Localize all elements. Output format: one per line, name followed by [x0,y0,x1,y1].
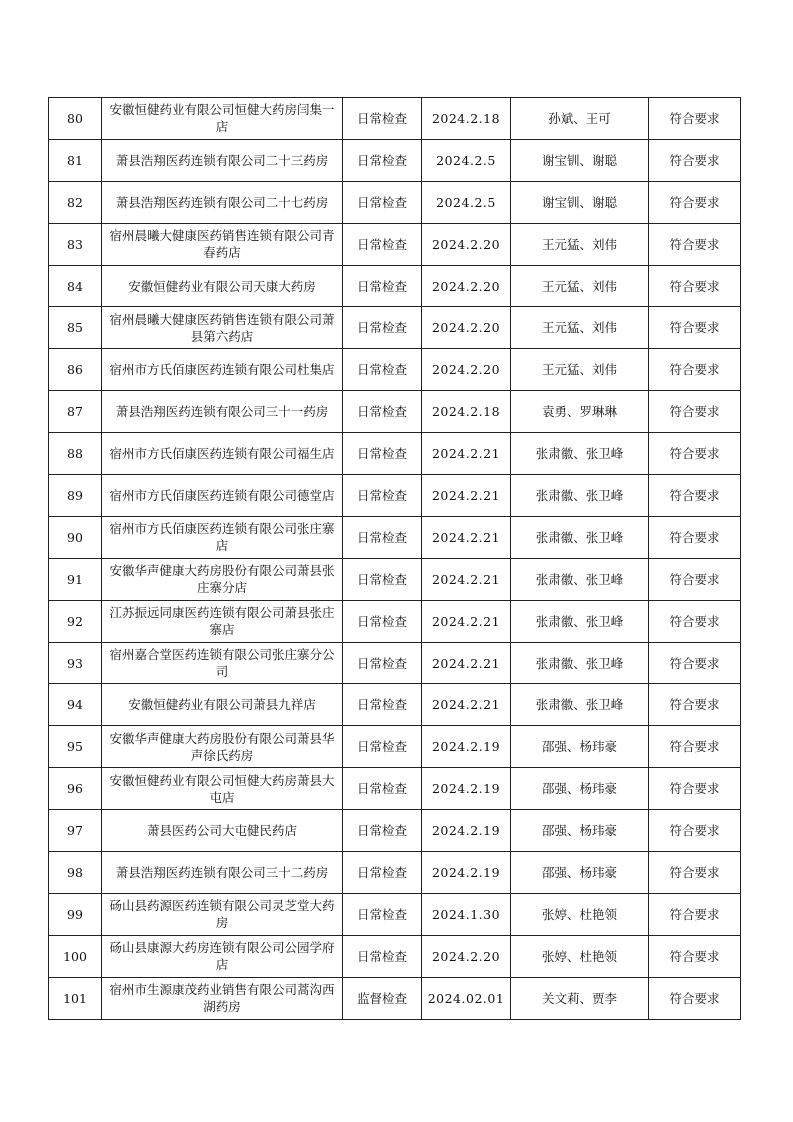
inspection-result: 符合要求 [649,893,741,935]
inspection-result: 符合要求 [649,139,741,181]
row-number: 82 [49,181,102,223]
inspection-result: 符合要求 [649,935,741,977]
inspection-result: 符合要求 [649,98,741,140]
table-row [49,684,741,726]
inspectors: 袁勇、罗琳琳 [511,391,649,433]
inspection-date: 2024.02.01 [422,977,511,1019]
inspection-result: 符合要求 [649,265,741,307]
inspection-type: 日常检查 [343,726,422,768]
table-row [49,98,741,140]
inspectors: 张肃徽、张卫峰 [511,433,649,475]
inspectors: 张肃徽、张卫峰 [511,642,649,684]
row-number: 89 [49,475,102,517]
inspectors: 张肃徽、张卫峰 [511,600,649,642]
table-row [49,768,741,810]
inspection-date: 2024.2.5 [422,181,511,223]
inspection-date: 2024.2.20 [422,223,511,265]
inspection-date: 2024.2.21 [422,433,511,475]
pharmacy-name: 宿州晨曦大健康医药销售连锁有限公司萧县第六药店 [102,307,343,349]
inspectors: 张肃徽、张卫峰 [511,558,649,600]
inspection-type: 日常检查 [343,558,422,600]
inspectors: 邵强、杨玮豪 [511,768,649,810]
inspection-type: 日常检查 [343,935,422,977]
inspectors: 谢宝钏、谢聪 [511,181,649,223]
inspectors: 关文莉、贾李 [511,977,649,1019]
row-number: 88 [49,433,102,475]
inspection-result: 符合要求 [649,349,741,391]
inspection-type: 日常检查 [343,642,422,684]
pharmacy-name: 萧县浩翔医药连锁有限公司三十一药房 [102,391,343,433]
inspection-result: 符合要求 [649,558,741,600]
inspectors: 孙斌、王可 [511,98,649,140]
inspection-date: 2024.2.18 [422,98,511,140]
inspection-result: 符合要求 [649,516,741,558]
inspection-date: 2024.2.20 [422,265,511,307]
inspection-result: 符合要求 [649,726,741,768]
inspection-type: 日常检查 [343,307,422,349]
row-number: 99 [49,893,102,935]
row-number: 91 [49,558,102,600]
inspection-date: 2024.2.5 [422,139,511,181]
table-row [49,433,741,475]
inspectors: 王元猛、刘伟 [511,223,649,265]
row-number: 92 [49,600,102,642]
inspection-type: 日常检查 [343,265,422,307]
inspection-date: 2024.2.20 [422,349,511,391]
row-number: 86 [49,349,102,391]
row-number: 87 [49,391,102,433]
row-number: 98 [49,852,102,894]
table-body [49,98,741,1020]
inspection-date: 2024.2.21 [422,642,511,684]
pharmacy-name: 砀山县康源大药房连锁有限公司公园学府店 [102,935,343,977]
pharmacy-name: 安徽恒健药业有限公司恒健大药房闫集一店 [102,98,343,140]
pharmacy-name: 安徽恒健药业有限公司萧县九祥店 [102,684,343,726]
inspection-type: 日常检查 [343,768,422,810]
row-number: 93 [49,642,102,684]
pharmacy-name: 宿州市方氏佰康医药连锁有限公司杜集店 [102,349,343,391]
inspection-type: 日常检查 [343,139,422,181]
inspection-type: 日常检查 [343,475,422,517]
inspection-type: 日常检查 [343,516,422,558]
inspection-table [48,97,741,1020]
inspection-type: 日常检查 [343,684,422,726]
row-number: 97 [49,810,102,852]
table-row [49,516,741,558]
inspectors: 邵强、杨玮豪 [511,852,649,894]
inspection-date: 2024.2.19 [422,768,511,810]
inspection-result: 符合要求 [649,810,741,852]
inspectors: 张婷、杜艳领 [511,893,649,935]
inspectors: 张肃徽、张卫峰 [511,684,649,726]
table-row [49,265,741,307]
inspection-result: 符合要求 [649,977,741,1019]
inspection-date: 2024.2.19 [422,852,511,894]
pharmacy-name: 安徽恒健药业有限公司天康大药房 [102,265,343,307]
inspection-type: 日常检查 [343,810,422,852]
inspection-date: 2024.2.21 [422,600,511,642]
pharmacy-name: 宿州市方氏佰康医药连锁有限公司张庄寨店 [102,516,343,558]
inspection-date: 2024.2.19 [422,726,511,768]
table-row [49,139,741,181]
inspectors: 谢宝钏、谢聪 [511,139,649,181]
inspection-date: 2024.2.21 [422,558,511,600]
inspection-type: 日常检查 [343,852,422,894]
table-row [49,558,741,600]
row-number: 84 [49,265,102,307]
inspection-result: 符合要求 [649,433,741,475]
inspection-date: 2024.1.30 [422,893,511,935]
pharmacy-name: 萧县浩翔医药连锁有限公司三十二药房 [102,852,343,894]
row-number: 95 [49,726,102,768]
table-row [49,852,741,894]
table-row [49,726,741,768]
inspection-result: 符合要求 [649,600,741,642]
inspection-date: 2024.2.18 [422,391,511,433]
inspection-type: 日常检查 [343,223,422,265]
inspection-date: 2024.2.21 [422,516,511,558]
inspection-result: 符合要求 [649,181,741,223]
pharmacy-name: 宿州市生源康茂药业销售有限公司蒿沟西湖药房 [102,977,343,1019]
table-row [49,977,741,1019]
pharmacy-name: 宿州市方氏佰康医药连锁有限公司德堂店 [102,475,343,517]
row-number: 96 [49,768,102,810]
inspection-type: 日常检查 [343,893,422,935]
table-row [49,475,741,517]
inspection-date: 2024.2.21 [422,684,511,726]
inspection-result: 符合要求 [649,475,741,517]
table-row [49,810,741,852]
table-row [49,935,741,977]
inspectors: 邵强、杨玮豪 [511,726,649,768]
inspection-type: 日常检查 [343,98,422,140]
inspection-type: 日常检查 [343,600,422,642]
inspection-type: 日常检查 [343,433,422,475]
inspection-type: 监督检查 [343,977,422,1019]
row-number: 101 [49,977,102,1019]
inspection-result: 符合要求 [649,307,741,349]
inspectors: 张肃徽、张卫峰 [511,516,649,558]
inspectors: 王元猛、刘伟 [511,349,649,391]
inspection-type: 日常检查 [343,181,422,223]
table-row [49,391,741,433]
inspection-type: 日常检查 [343,349,422,391]
inspection-result: 符合要求 [649,223,741,265]
pharmacy-name: 宿州晨曦大健康医药销售连锁有限公司青春药店 [102,223,343,265]
inspection-result: 符合要求 [649,768,741,810]
inspectors: 张婷、杜艳领 [511,935,649,977]
table-row [49,893,741,935]
row-number: 80 [49,98,102,140]
inspection-date: 2024.2.19 [422,810,511,852]
inspectors: 张肃徽、张卫峰 [511,475,649,517]
table-row [49,642,741,684]
row-number: 85 [49,307,102,349]
pharmacy-name: 安徽华声健康大药房股份有限公司萧县张庄寨分店 [102,558,343,600]
row-number: 90 [49,516,102,558]
pharmacy-name: 安徽华声健康大药房股份有限公司萧县华声徐氏药房 [102,726,343,768]
inspection-date: 2024.2.21 [422,475,511,517]
table-row [49,181,741,223]
table-row [49,223,741,265]
pharmacy-name: 安徽恒健药业有限公司恒健大药房萧县大屯店 [102,768,343,810]
inspection-result: 符合要求 [649,684,741,726]
row-number: 81 [49,139,102,181]
inspectors: 王元猛、刘伟 [511,307,649,349]
inspection-result: 符合要求 [649,642,741,684]
inspectors: 王元猛、刘伟 [511,265,649,307]
row-number: 94 [49,684,102,726]
inspection-date: 2024.2.20 [422,307,511,349]
table-row [49,307,741,349]
row-number: 100 [49,935,102,977]
table-row [49,600,741,642]
inspection-result: 符合要求 [649,852,741,894]
pharmacy-name: 砀山县药源医药连锁有限公司灵芝堂大药房 [102,893,343,935]
row-number: 83 [49,223,102,265]
inspection-date: 2024.2.20 [422,935,511,977]
pharmacy-name: 萧县浩翔医药连锁有限公司二十三药房 [102,139,343,181]
pharmacy-name: 萧县医药公司大屯健民药店 [102,810,343,852]
table-row [49,349,741,391]
pharmacy-name: 萧县浩翔医药连锁有限公司二十七药房 [102,181,343,223]
pharmacy-name: 江苏振远同康医药连锁有限公司萧县张庄寨店 [102,600,343,642]
pharmacy-name: 宿州嘉合堂医药连锁有限公司张庄寨分公司 [102,642,343,684]
inspectors: 邵强、杨玮豪 [511,810,649,852]
inspection-result: 符合要求 [649,391,741,433]
pharmacy-name: 宿州市方氏佰康医药连锁有限公司福生店 [102,433,343,475]
inspection-type: 日常检查 [343,391,422,433]
